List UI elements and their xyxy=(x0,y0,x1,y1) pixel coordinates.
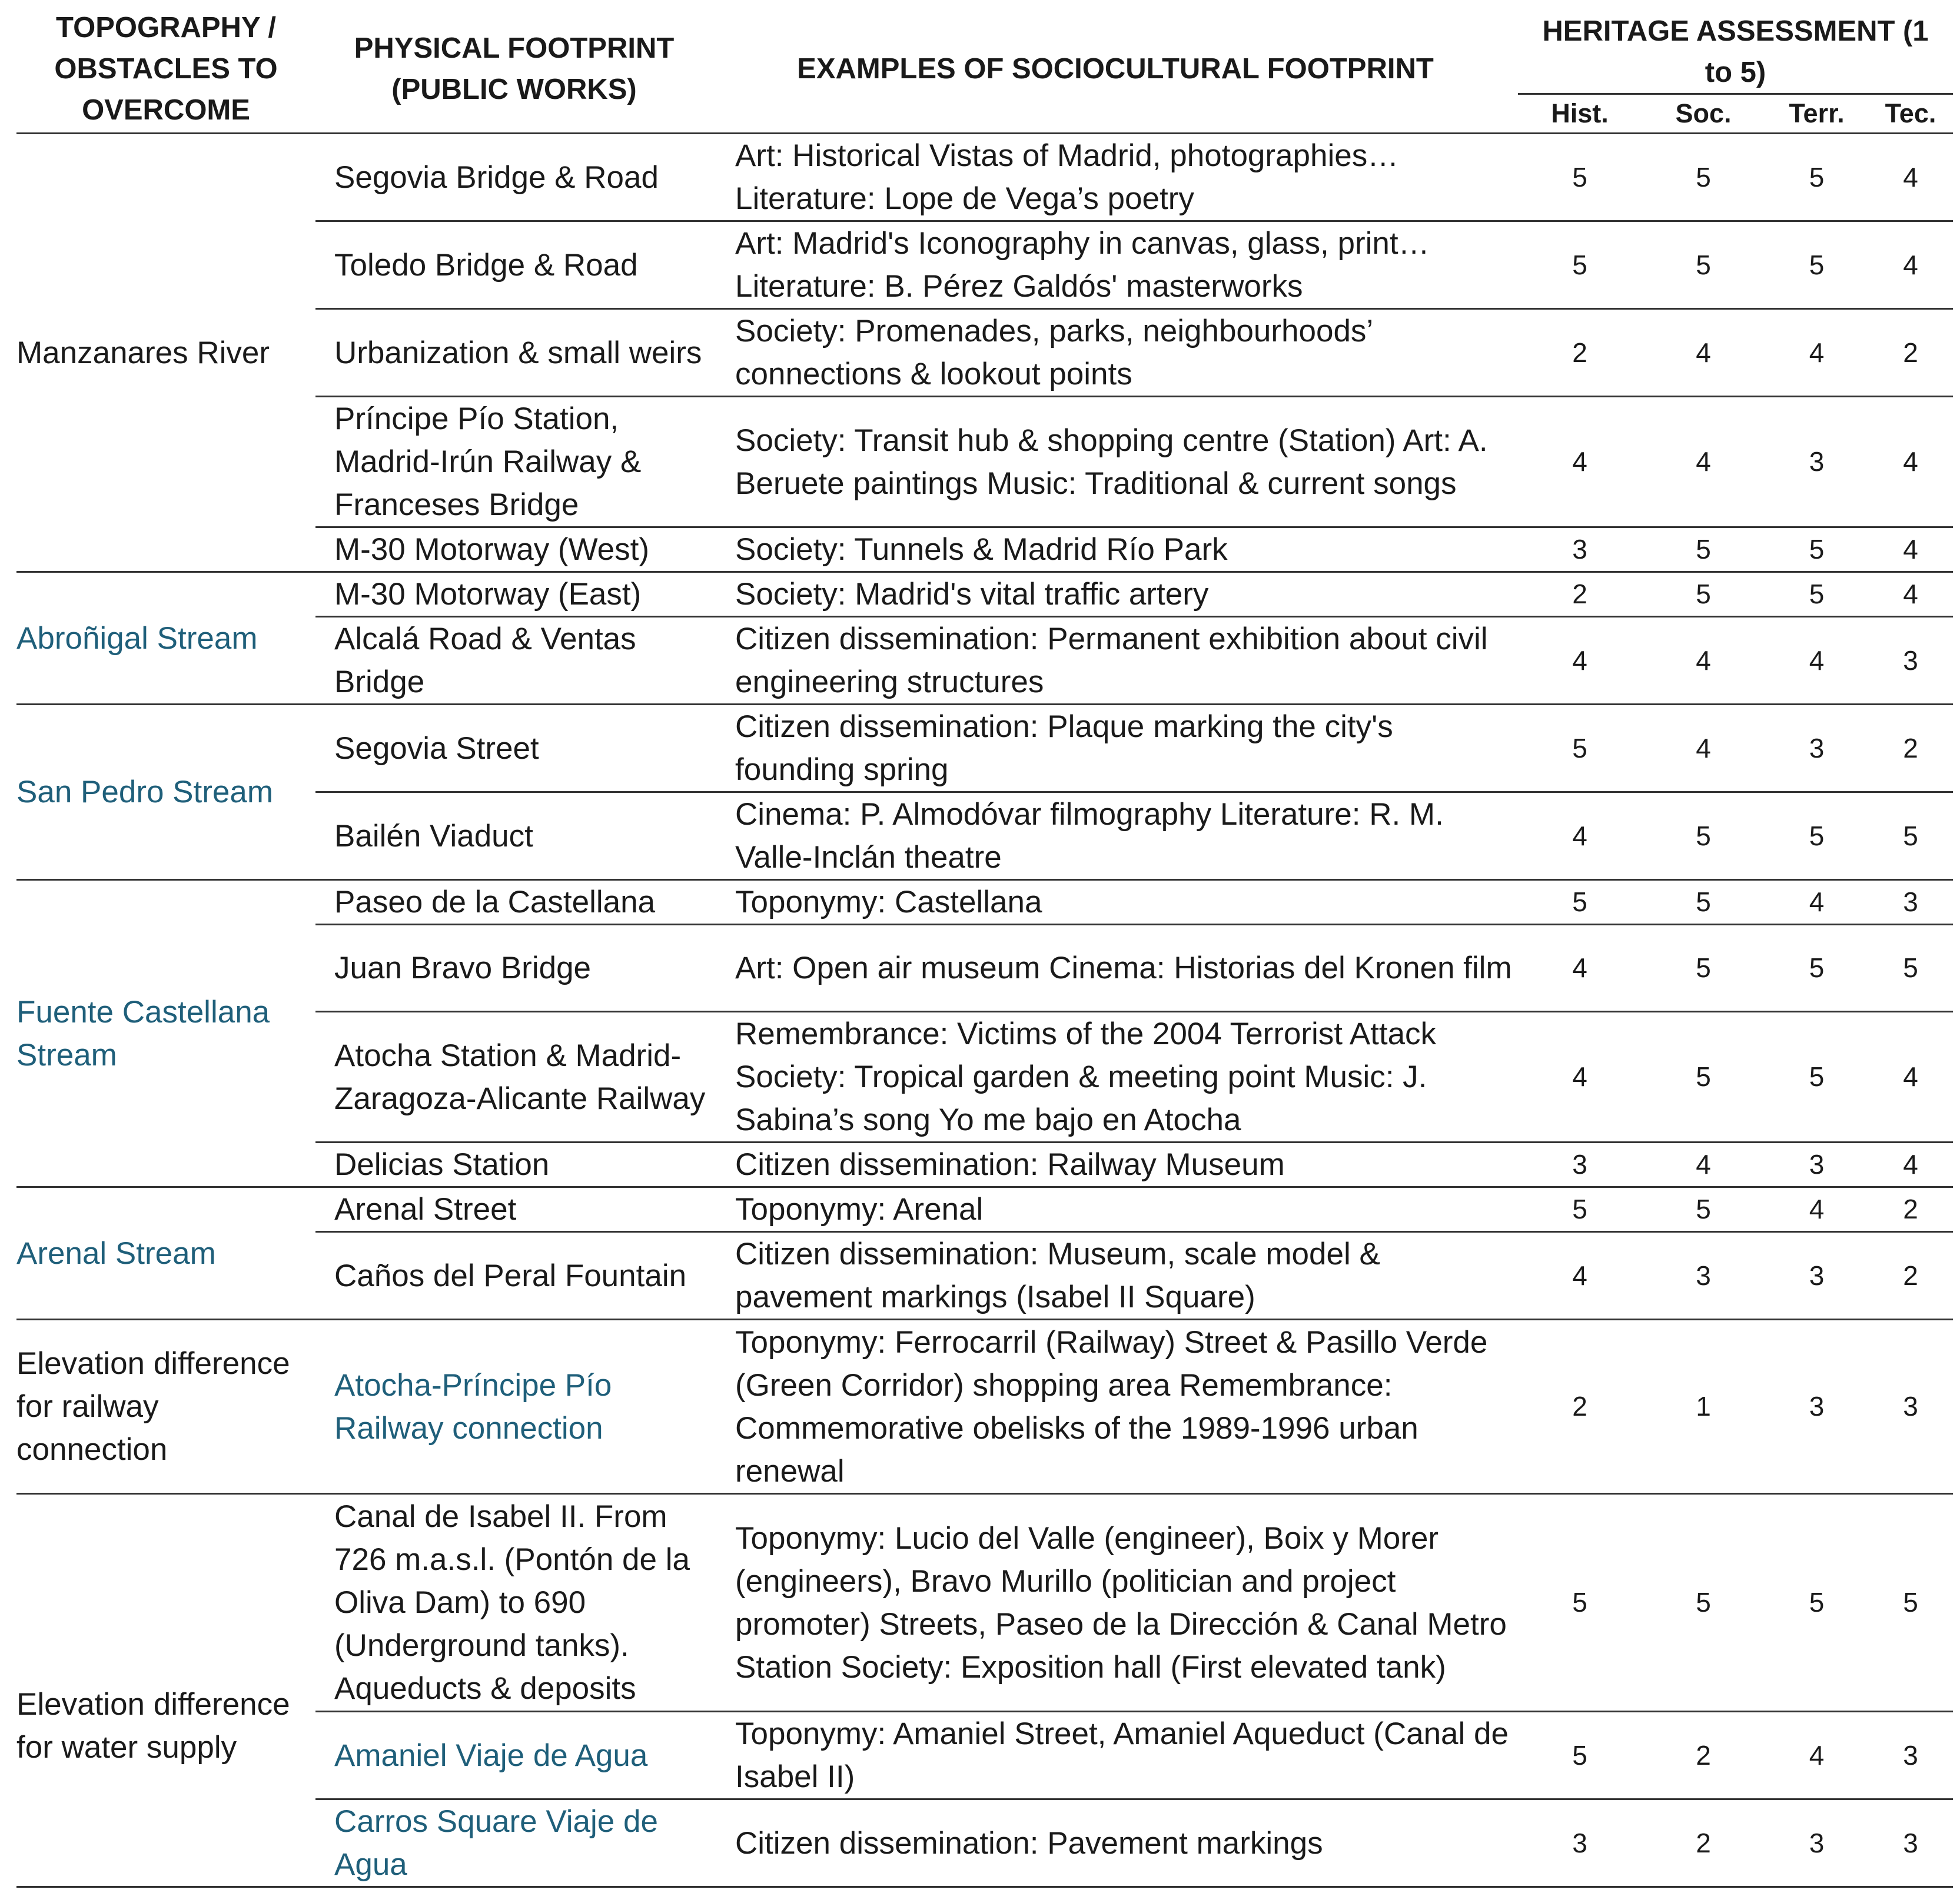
sociocultural-examples-cell: Cinema: P. Almodóvar filmography Literature: R. M. Valle-Inclán theatre xyxy=(713,792,1518,880)
tec-score: 5 xyxy=(1868,925,1953,1012)
tec-score: 2 xyxy=(1868,1232,1953,1320)
sociocultural-examples-cell: Citizen dissemination: Plaque marking the city's founding spring xyxy=(713,705,1518,792)
soc-score: 5 xyxy=(1642,572,1765,617)
tec-score: 3 xyxy=(1868,1799,1953,1887)
header-physical-footprint: PHYSICAL FOOTPRINT (PUBLIC WORKS) xyxy=(315,5,713,134)
physical-footprint-cell: Urbanization & small weirs xyxy=(315,309,713,397)
topography-cell: Elevation difference for water supply xyxy=(16,1494,315,1887)
soc-score: 5 xyxy=(1642,792,1765,880)
tec-score: 3 xyxy=(1868,880,1953,925)
physical-footprint-cell: Atocha Station & Madrid-Zaragoza-Alicante Railway xyxy=(315,1012,713,1143)
heritage-table xyxy=(16,5,1953,1888)
table-row xyxy=(16,1187,1953,1232)
terr-score: 4 xyxy=(1765,1712,1868,1799)
physical-footprint-cell: Carros Square Viaje de Agua xyxy=(315,1799,713,1887)
soc-score: 5 xyxy=(1642,527,1765,572)
topography-cell: Manzanares River xyxy=(16,134,315,572)
hist-score: 2 xyxy=(1518,572,1642,617)
hist-score: 4 xyxy=(1518,925,1642,1012)
hist-score: 5 xyxy=(1518,221,1642,309)
sociocultural-examples-cell: Art: Historical Vistas of Madrid, photographies… Literature: Lope de Vega’s poetry xyxy=(713,134,1518,221)
hist-score: 5 xyxy=(1518,880,1642,925)
hist-score: 4 xyxy=(1518,617,1642,705)
physical-footprint-cell: Segovia Bridge & Road xyxy=(315,134,713,221)
hist-score: 3 xyxy=(1518,1143,1642,1187)
hist-score: 5 xyxy=(1518,1494,1642,1712)
soc-score: 2 xyxy=(1642,1799,1765,1887)
tec-score: 5 xyxy=(1868,792,1953,880)
header-hist: Hist. xyxy=(1518,94,1642,134)
terr-score: 5 xyxy=(1765,792,1868,880)
physical-footprint-cell: Segovia Street xyxy=(315,705,713,792)
physical-footprint-cell: Juan Bravo Bridge xyxy=(315,925,713,1012)
table-row xyxy=(16,705,1953,792)
physical-footprint-cell: M-30 Motorway (East) xyxy=(315,572,713,617)
hist-score: 3 xyxy=(1518,1799,1642,1887)
terr-score: 5 xyxy=(1765,1012,1868,1143)
soc-score: 5 xyxy=(1642,221,1765,309)
physical-footprint-cell: Príncipe Pío Station, Madrid-Irún Railway & Franceses Bridge xyxy=(315,397,713,527)
sociocultural-examples-cell: Toponymy: Arenal xyxy=(713,1187,1518,1232)
hist-score: 5 xyxy=(1518,1187,1642,1232)
terr-score: 3 xyxy=(1765,1799,1868,1887)
physical-footprint-cell: Arenal Street xyxy=(315,1187,713,1232)
physical-footprint-cell: Delicias Station xyxy=(315,1143,713,1187)
terr-score: 4 xyxy=(1765,1187,1868,1232)
terr-score: 3 xyxy=(1765,1320,1868,1494)
terr-score: 5 xyxy=(1765,572,1868,617)
sociocultural-examples-cell: Toponymy: Lucio del Valle (engineer), Boix y Morer (engineers), Bravo Murillo (politician and project promoter) Streets, Paseo de la Dirección & Canal Metro Station Society: Exposition hall (First elevated tank) xyxy=(713,1494,1518,1712)
table-body xyxy=(16,134,1953,1887)
hist-score: 4 xyxy=(1518,397,1642,527)
topography-cell: Arenal Stream xyxy=(16,1187,315,1320)
soc-score: 4 xyxy=(1642,1143,1765,1187)
sociocultural-examples-cell: Society: Transit hub & shopping centre (Station) Art: A. Beruete paintings Music: Traditional & current songs xyxy=(713,397,1518,527)
physical-footprint-cell: Caños del Peral Fountain xyxy=(315,1232,713,1320)
terr-score: 5 xyxy=(1765,1494,1868,1712)
table-row xyxy=(16,880,1953,925)
header-soc: Soc. xyxy=(1642,94,1765,134)
sociocultural-examples-cell: Toponymy: Amaniel Street, Amaniel Aqueduct (Canal de Isabel II) xyxy=(713,1712,1518,1799)
physical-footprint-cell: Atocha-Príncipe Pío Railway connection xyxy=(315,1320,713,1494)
hist-score: 5 xyxy=(1518,134,1642,221)
topography-cell: Elevation difference for railway connection xyxy=(16,1320,315,1494)
physical-footprint-cell: Amaniel Viaje de Agua xyxy=(315,1712,713,1799)
sociocultural-examples-cell: Citizen dissemination: Permanent exhibition about civil engineering structures xyxy=(713,617,1518,705)
table-row xyxy=(16,572,1953,617)
hist-score: 2 xyxy=(1518,309,1642,397)
hist-score: 5 xyxy=(1518,1712,1642,1799)
soc-score: 5 xyxy=(1642,134,1765,221)
physical-footprint-cell: Paseo de la Castellana xyxy=(315,880,713,925)
topography-cell: Abroñigal Stream xyxy=(16,572,315,705)
soc-score: 5 xyxy=(1642,1012,1765,1143)
soc-score: 2 xyxy=(1642,1712,1765,1799)
tec-score: 5 xyxy=(1868,1494,1953,1712)
hist-score: 3 xyxy=(1518,527,1642,572)
tec-score: 4 xyxy=(1868,1012,1953,1143)
physical-footprint-cell: Canal de Isabel II. From 726 m.a.s.l. (Pontón de la Oliva Dam) to 690 (Underground tanks). Aqueducts & deposits xyxy=(315,1494,713,1712)
sociocultural-examples-cell: Remembrance: Victims of the 2004 Terrorist Attack Society: Tropical garden & meeting point Music: J. Sabina’s song Yo me bajo en Atocha xyxy=(713,1012,1518,1143)
header-heritage-assessment: HERITAGE ASSESSMENT (1 to 5) xyxy=(1518,5,1953,94)
table-row xyxy=(16,1320,1953,1494)
terr-score: 5 xyxy=(1765,527,1868,572)
tec-score: 4 xyxy=(1868,221,1953,309)
tec-score: 4 xyxy=(1868,527,1953,572)
hist-score: 2 xyxy=(1518,1320,1642,1494)
hist-score: 5 xyxy=(1518,705,1642,792)
header-sociocultural-examples: EXAMPLES OF SOCIOCULTURAL FOOTPRINT xyxy=(713,5,1518,134)
tec-score: 3 xyxy=(1868,1320,1953,1494)
table-row xyxy=(16,1494,1953,1712)
sociocultural-examples-cell: Toponymy: Ferrocarril (Railway) Street & Pasillo Verde (Green Corridor) shopping area Remembrance: Commemorative obelisks of the 1989-1996 urban renewal xyxy=(713,1320,1518,1494)
physical-footprint-cell: Toledo Bridge & Road xyxy=(315,221,713,309)
soc-score: 5 xyxy=(1642,925,1765,1012)
topography-cell: San Pedro Stream xyxy=(16,705,315,880)
sociocultural-examples-cell: Art: Open air museum Cinema: Historias del Kronen film xyxy=(713,925,1518,1012)
terr-score: 4 xyxy=(1765,880,1868,925)
hist-score: 4 xyxy=(1518,1012,1642,1143)
sociocultural-examples-cell: Society: Madrid's vital traffic artery xyxy=(713,572,1518,617)
physical-footprint-cell: M-30 Motorway (West) xyxy=(315,527,713,572)
tec-score: 4 xyxy=(1868,397,1953,527)
terr-score: 3 xyxy=(1765,1232,1868,1320)
tec-score: 2 xyxy=(1868,309,1953,397)
sociocultural-examples-cell: Citizen dissemination: Railway Museum xyxy=(713,1143,1518,1187)
terr-score: 5 xyxy=(1765,925,1868,1012)
soc-score: 4 xyxy=(1642,309,1765,397)
soc-score: 5 xyxy=(1642,880,1765,925)
soc-score: 4 xyxy=(1642,617,1765,705)
terr-score: 5 xyxy=(1765,221,1868,309)
tec-score: 3 xyxy=(1868,1712,1953,1799)
table-row xyxy=(16,134,1953,221)
tec-score: 4 xyxy=(1868,572,1953,617)
sociocultural-examples-cell: Art: Madrid's Iconography in canvas, glass, print… Literature: B. Pérez Galdós' masterworks xyxy=(713,221,1518,309)
soc-score: 5 xyxy=(1642,1494,1765,1712)
terr-score: 3 xyxy=(1765,397,1868,527)
sociocultural-examples-cell: Toponymy: Castellana xyxy=(713,880,1518,925)
soc-score: 4 xyxy=(1642,397,1765,527)
terr-score: 4 xyxy=(1765,617,1868,705)
physical-footprint-cell: Bailén Viaduct xyxy=(315,792,713,880)
sociocultural-examples-cell: Citizen dissemination: Pavement markings xyxy=(713,1799,1518,1887)
tec-score: 2 xyxy=(1868,1187,1953,1232)
header-tec: Tec. xyxy=(1868,94,1953,134)
hist-score: 4 xyxy=(1518,1232,1642,1320)
soc-score: 4 xyxy=(1642,705,1765,792)
hist-score: 4 xyxy=(1518,792,1642,880)
sociocultural-examples-cell: Citizen dissemination: Museum, scale model & pavement markings (Isabel II Square) xyxy=(713,1232,1518,1320)
terr-score: 3 xyxy=(1765,1143,1868,1187)
soc-score: 3 xyxy=(1642,1232,1765,1320)
topography-cell: Fuente Castellana Stream xyxy=(16,880,315,1187)
physical-footprint-cell: Alcalá Road & Ventas Bridge xyxy=(315,617,713,705)
header-terr: Terr. xyxy=(1765,94,1868,134)
sociocultural-examples-cell: Society: Tunnels & Madrid Río Park xyxy=(713,527,1518,572)
tec-score: 2 xyxy=(1868,705,1953,792)
soc-score: 5 xyxy=(1642,1187,1765,1232)
terr-score: 4 xyxy=(1765,309,1868,397)
header-topography: TOPOGRAPHY / OBSTACLES TO OVERCOME xyxy=(16,5,315,134)
tec-score: 3 xyxy=(1868,617,1953,705)
terr-score: 3 xyxy=(1765,705,1868,792)
terr-score: 5 xyxy=(1765,134,1868,221)
tec-score: 4 xyxy=(1868,134,1953,221)
sociocultural-examples-cell: Society: Promenades, parks, neighbourhoods’ connections & lookout points xyxy=(713,309,1518,397)
tec-score: 4 xyxy=(1868,1143,1953,1187)
soc-score: 1 xyxy=(1642,1320,1765,1494)
